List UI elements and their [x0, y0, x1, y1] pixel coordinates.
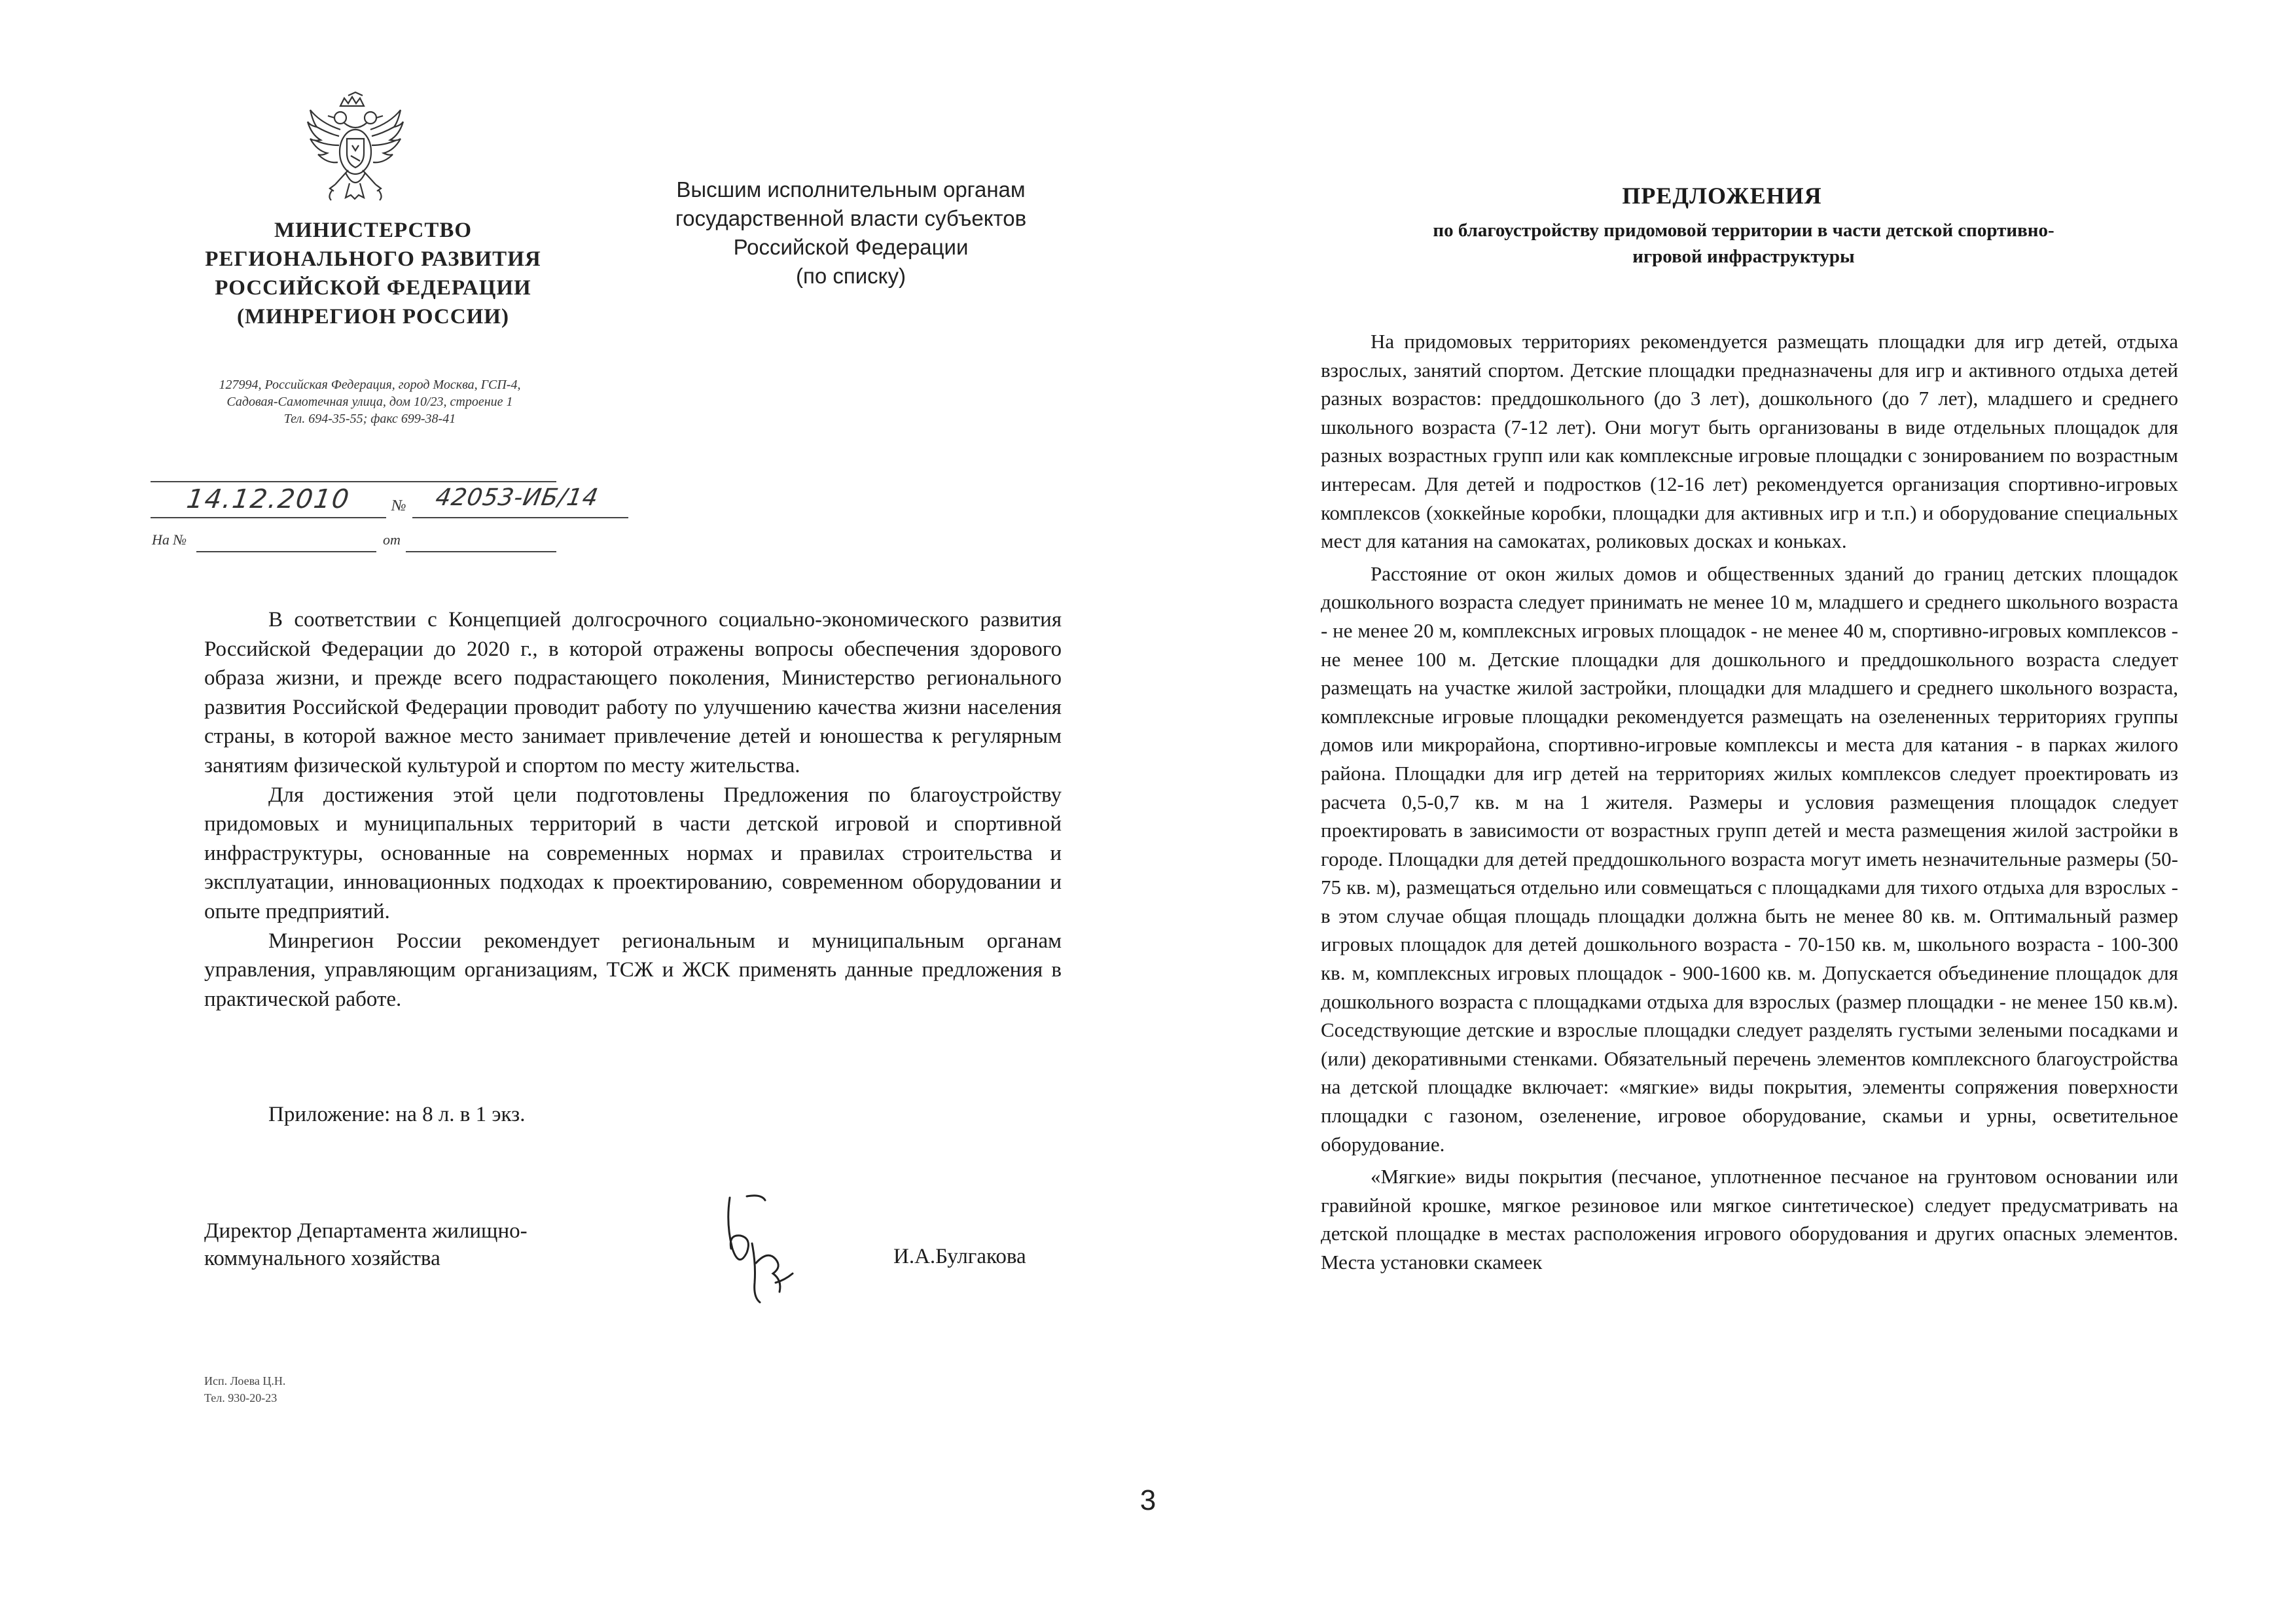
reply-to-label: На № — [152, 531, 187, 548]
address-line: Тел. 694-35-55; факс 699-38-41 — [283, 412, 456, 426]
recipient-line: государственной власти субъектов — [675, 206, 1027, 230]
page-number: 3 — [1139, 1484, 1157, 1516]
body-paragraph: В соответствии с Концепцией долгосрочного социально-экономического развития Российской Федерации до 2020 г., в которой отражены вопросы обеспечения здорового образа жизни, и прежде всего подрастающего поколения, Министерство регионального развития Российской Федерации проводит работу по улучшению качества жизни населения страны, в которой важное место занимает привлечение детей и юношества к регулярным занятиям физической культурой и спортом по месту жительства. — [204, 608, 1062, 777]
recipient-line: Высшим исполнительным органам — [676, 177, 1026, 202]
signatory-title-line: коммунального хозяйства — [204, 1247, 440, 1270]
body-paragraph: Минрегион России рекомендует региональным и муниципальным органам управления, управляющим организациям, ТСЖ и ЖСК применять данные предложения в практической работе. — [204, 929, 1062, 1011]
signatory-title-line: Директор Департамента жилищно- — [204, 1219, 528, 1243]
address-line: Садовая-Самотечная улица, дом 10/23, строение 1 — [226, 395, 513, 409]
reply-to-underline — [196, 551, 376, 552]
letter-body — [204, 605, 1062, 1014]
ministry-address — [147, 376, 592, 427]
address-line: 127994, Российская Федерация, город Москва, ГСП-4, — [219, 378, 521, 392]
body-paragraph: Для достижения этой цели подготовлены Предложения по благоустройству придомовых и муниципальных территорий в части детской игровой и спортивной инфраструктуры, основанные на современных нормах и правилах строительства и эксплуатации, инновационных подходах к проектированию, современном оборудовании и опыте предприятий. — [204, 783, 1062, 923]
attachment-note: Приложение: на 8 л. в 1 экз. — [268, 1103, 526, 1126]
recipient-line: Российской Федерации — [733, 235, 969, 259]
signatory-title — [204, 1217, 623, 1272]
subtitle-line: по благоустройству придомовой территории в части детской спортивно- — [1433, 220, 2054, 241]
coat-of-arms-icon — [306, 92, 404, 203]
proposals-body — [1321, 327, 2178, 1281]
page-title: ПРЕДЛОЖЕНИЯ — [1622, 183, 1822, 209]
number-underline — [412, 517, 628, 518]
divider-top — [151, 481, 556, 482]
from-label: от — [383, 531, 401, 548]
ministry-line: РЕГИОНАЛЬНОГО РАЗВИТИЯ — [205, 247, 541, 271]
body-paragraph: Расстояние от окон жилых домов и общественных зданий до границ детских площадок дошкольного возраста следует принимать не менее 10 м, младшего и среднего школьного возраста - не менее 20 м, комплексных игровых площадок - не менее 40 м, спортивно-игровых комплексов - не менее 100 м. Детские площадки для дошкольного и преддошкольного возраста следует размещать на участке жилой застройки, площадки для младшего и среднего школьного возраста, комплексные игровые площадки рекомендуется размещать на озелененных территориях группы домов или микрорайона, спортивно-игровые комплексы и места для катания - в парках жилого района. Площадки для игр детей на территориях жилых комплексов следует проектировать из расчета 0,5-0,7 кв. м на 1 жителя. Размеры и условия размещения площадок следует проектировать в зависимости от возрастных групп детей и места размещения жилой застройки в городе. Площадки для детей преддошкольного возраста могут иметь незначительные размеры (50-75 кв. м), размещаться отдельно или совмещаться с площадками для тихого отдыха для взрослых - в этом случае общая площадь площадки должна быть не менее 80 кв. м. Оптимальный размер игровых площадок для детей дошкольного возраста - 70-150 кв. м, школьного возраста - 100-300 кв. м, комплексных игровых площадок - 900-1600 кв. м. Допускается объединение площадок для дошкольного возраста с площадками отдыха для взрослых (размер площадки - не менее 150 кв.м). Соседствующие детские и взрослые площадки следует разделять густыми зелеными посадками и (или) декоративными стенками. Обязательный перечень элементов комплексного благоустройства на детской площадке включает: «мягкие» виды покрытия, элементы сопряжения поверхности площадки с газоном, озеленение, игровое оборудование, скамьи и урны, осветительное оборудование. — [1321, 562, 2178, 1156]
registration-number: 42053-ИБ/14 — [433, 484, 601, 511]
number-label: № — [391, 497, 406, 514]
registration-date: 14.12.2010 — [185, 484, 352, 514]
ministry-line: МИНИСТЕРСТВО — [274, 219, 473, 242]
body-paragraph: На придомовых территориях рекомендуется размещать площадки для игр детей, отдыха взрослых, занятий спортом. Детские площадки предназначены для игр и активного отдыха детей разных возрастов: преддошкольного (до 3 лет), дошкольного (до 7 лет), младшего и среднего школьного возраста (7-12 лет). Они могут быть организованы в виде отдельных площадок для разных возрастных групп или как комплексные игровые площадки с зонированием по возрастным интересам. Для детей и подростков (12-16 лет) рекомендуется организация спортивно-игровых комплексов (хоккейные коробки, площадки для активных игр и т.п.) и оборудование специальных мест для катания на самокатах, роликовых досках и коньках. — [1321, 330, 2178, 553]
page-subtitle — [1318, 217, 2169, 270]
subtitle-line: игровой инфраструктуры — [1632, 246, 1855, 267]
executor-info — [204, 1372, 285, 1406]
ministry-line: (МИНРЕГИОН РОССИИ) — [237, 305, 509, 329]
proposals-page — [1148, 0, 2296, 1623]
executor-line: Исп. Лоева Ц.Н. — [204, 1374, 286, 1387]
recipient-block — [622, 175, 1080, 291]
signatory-name: И.А.Булгакова — [893, 1245, 1026, 1268]
date-underline — [151, 517, 386, 518]
ministry-name — [190, 216, 556, 331]
from-underline — [406, 551, 556, 552]
recipient-line: (по списку) — [796, 264, 906, 288]
ministry-line: РОССИЙСКОЙ ФЕДЕРАЦИИ — [215, 276, 531, 300]
body-paragraph: «Мягкие» виды покрытия (песчаное, уплотненное песчаное на грунтовом основании или гравийной крошке, мягкое резиновое или мягкое синтетическое) следует предусматривать на детской площадке в местах расположения игрового оборудования и других опасных элементов. Места установки скамеек — [1321, 1165, 2178, 1274]
executor-line: Тел. 930-20-23 — [204, 1391, 278, 1404]
handwritten-signature — [710, 1191, 798, 1306]
